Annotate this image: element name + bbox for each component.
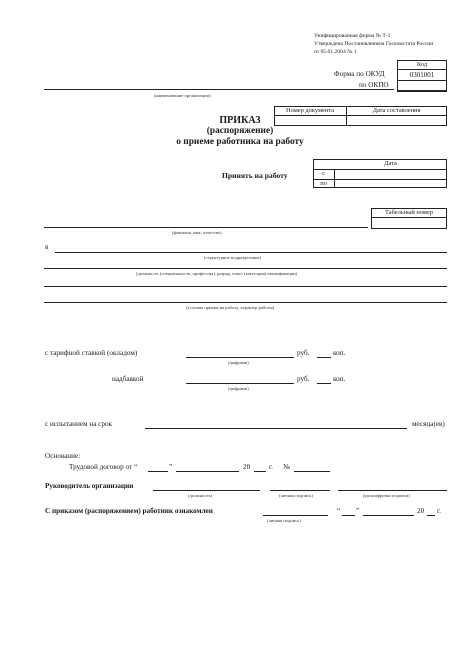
acknowledge-signature-line[interactable]	[263, 515, 328, 516]
salary-kop: коп.	[333, 349, 346, 357]
form-header-line-1: Унифицированная форма № Т-1	[314, 33, 391, 39]
department-prefix: в	[45, 243, 49, 251]
fio-caption: (фамилия, имя, отчество)	[172, 230, 222, 235]
acknowledge-year-suffix: г.	[437, 507, 441, 515]
order-purpose: о приеме работника на работу	[176, 137, 304, 147]
org-name-line[interactable]	[44, 89, 394, 90]
salary-digits-caption: (цифрами)	[228, 360, 249, 365]
head-decoding-line[interactable]	[338, 490, 447, 491]
contract-label: Трудовой договор от “	[69, 463, 138, 471]
okud-label: Форма по ОКУД	[334, 70, 385, 78]
salary-label: с тарифной ставкой (окладом)	[45, 349, 138, 357]
form-header-line-2: Утверждена Постановлением Госкомстата России	[314, 41, 434, 47]
bonus-label: надбавкой	[112, 375, 144, 383]
contract-number-sign: №	[283, 463, 290, 471]
probation-label: с испытанием на срок	[45, 420, 113, 428]
bonus-kop-line[interactable]	[317, 383, 331, 384]
conditions-line-2[interactable]	[44, 302, 447, 303]
salary-rub: руб.	[297, 349, 310, 357]
tab-number-field[interactable]	[372, 218, 446, 228]
head-label: Руководитель организации	[45, 482, 134, 490]
acknowledge-year-line[interactable]	[427, 515, 435, 516]
acknowledge-year-prefix: 20	[417, 507, 425, 515]
bonus-rub-line[interactable]	[186, 383, 294, 384]
doc-number-header: Номер документа	[286, 107, 334, 114]
bonus-rub: руб.	[297, 375, 310, 383]
contract-year-prefix: 20	[243, 463, 251, 471]
okpo-label: по ОКПО	[359, 81, 389, 89]
position-caption: (должность (специальность, профессия), разряд, класс (категория) квалификации)	[136, 271, 298, 276]
acknowledge-quote-open: “	[337, 507, 341, 515]
department-caption: (структурное подразделение)	[204, 255, 262, 260]
hire-to-label: по	[320, 180, 327, 187]
contract-number-line[interactable]	[294, 471, 330, 472]
hire-to-field[interactable]	[335, 180, 446, 187]
acknowledge-quote-close: ”	[356, 507, 360, 515]
bonus-digits-caption: (цифрами)	[228, 386, 249, 391]
kod-header: Код	[416, 61, 428, 68]
order-subtitle: (распоряжение)	[206, 126, 274, 136]
conditions-caption: (условия приема на работу, характер работы)	[186, 305, 275, 310]
contract-quote-close: ”	[169, 463, 173, 471]
bonus-kop: коп.	[333, 375, 346, 383]
doc-date-field[interactable]	[347, 116, 446, 125]
position-line[interactable]	[44, 268, 447, 269]
conditions-line-1[interactable]	[44, 286, 447, 287]
contract-day-line[interactable]	[148, 471, 168, 472]
acknowledge-day-line[interactable]	[342, 515, 355, 516]
probation-unit: месяца(ев)	[412, 420, 445, 428]
head-signature-caption: (личная подпись)	[279, 493, 313, 498]
okud-value: 0301001	[409, 71, 435, 79]
doc-date-header: Дата составления	[372, 107, 421, 114]
acknowledge-month-line[interactable]	[363, 515, 414, 516]
acknowledge-signature-caption: (личная подпись)	[267, 518, 301, 523]
contract-month-line[interactable]	[176, 471, 239, 472]
probation-line[interactable]	[145, 428, 407, 429]
order-title: ПРИКАЗ	[219, 115, 261, 126]
hire-from-label: с	[322, 170, 325, 177]
head-position-caption: (должность)	[188, 493, 213, 498]
salary-rub-line[interactable]	[186, 357, 294, 358]
hire-label: Принять на работу	[222, 171, 288, 180]
acknowledge-label: С приказом (распоряжением) работник ознакомлен	[45, 507, 213, 515]
head-position-line[interactable]	[153, 490, 260, 491]
hire-date-header: Дата	[384, 160, 397, 167]
form-header-line-3: от 05.01.2004 № 1	[314, 49, 357, 55]
tab-number-header: Табельный номер	[385, 209, 433, 216]
department-line[interactable]	[55, 252, 447, 253]
contract-year-suffix: г.	[269, 463, 273, 471]
contract-year-line[interactable]	[254, 471, 266, 472]
head-decoding-caption: (расшифровка подписи)	[363, 493, 410, 498]
salary-kop-line[interactable]	[317, 357, 331, 358]
org-caption: (наименование организации)	[154, 93, 211, 98]
hire-from-field[interactable]	[335, 170, 446, 178]
fio-line[interactable]	[44, 227, 368, 228]
head-signature-line[interactable]	[270, 490, 330, 491]
basis-label: Основание:	[45, 452, 81, 460]
